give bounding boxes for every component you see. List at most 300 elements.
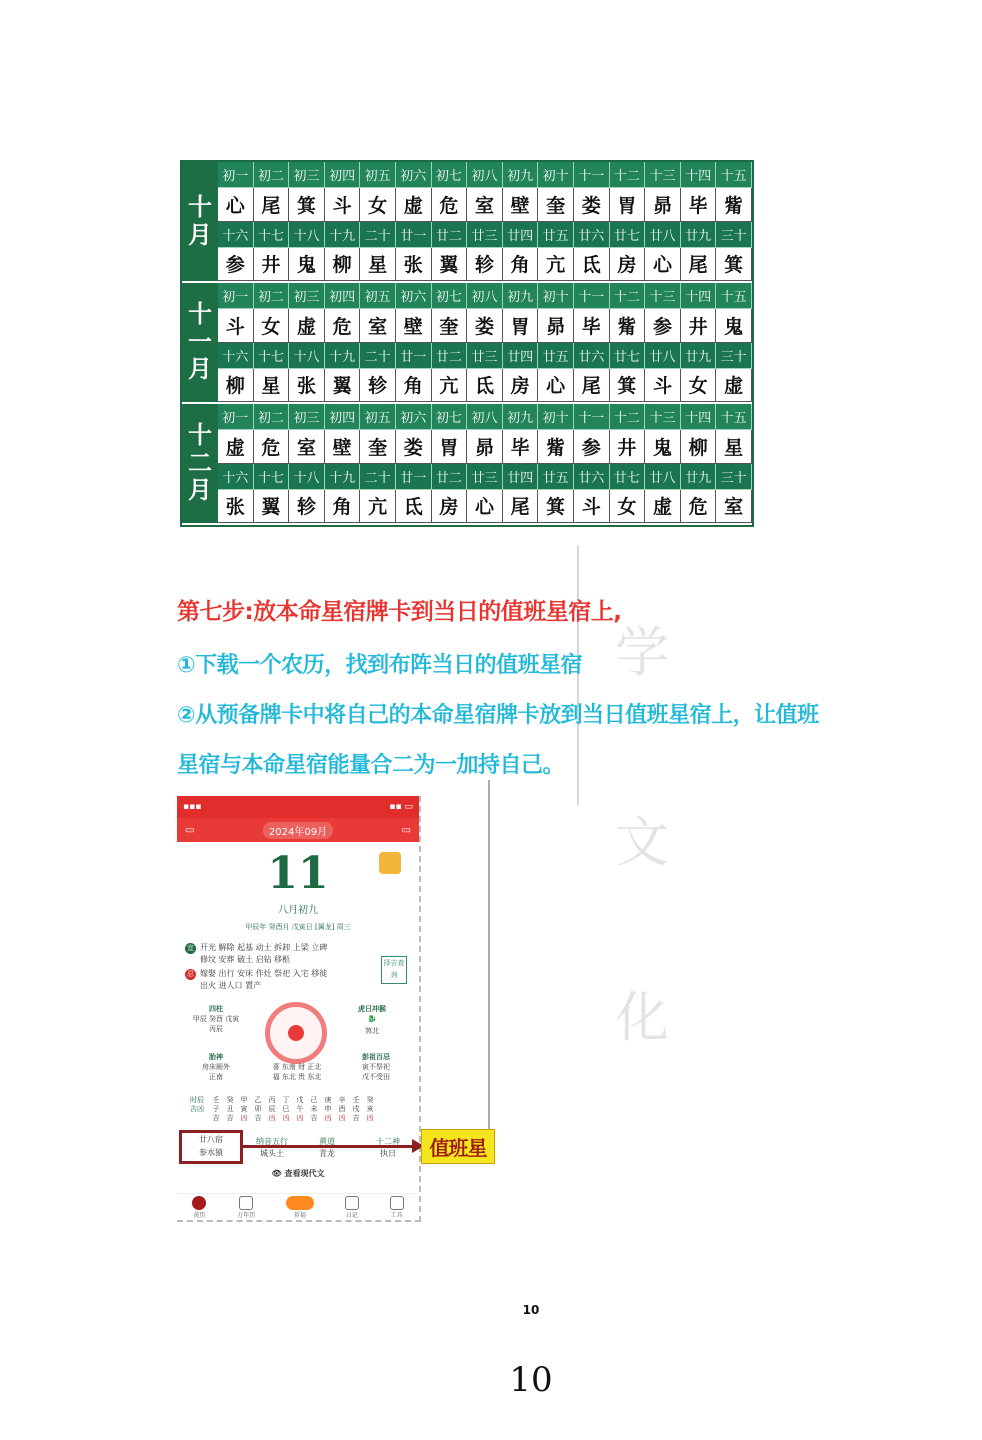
mansion-cell: 房 [610,248,646,281]
shensha-line: 房床厕外 [202,1063,230,1071]
mansion-cell: 氐 [467,369,503,402]
watermark-char: 学 [615,621,669,684]
mansion-cell: 毕 [503,430,539,463]
mansion-cell: 斗 [574,490,610,523]
app-nav-bar [177,818,419,842]
month-label-char: 十 [188,421,212,450]
day-cell: 廿八 [645,343,681,369]
mansion-cell: 星 [360,248,396,281]
day-cell: 初八 [467,404,503,430]
ji-badge: 忌 [187,970,194,978]
day-cell: 廿一 [396,222,432,248]
day-cell: 初二 [254,283,290,309]
day-cell: 廿六 [574,222,610,248]
day-number: 11 [267,848,329,899]
instruction-item-1: ①下载一个农历，找到布阵当日的值班星宿 [177,653,583,678]
day-cell: 廿六 [574,464,610,490]
day-cell: 廿五 [538,343,574,369]
month-block [218,162,752,283]
month-label-char: 一 [188,327,212,356]
mansion-cell: 女 [610,490,646,523]
calendar-icon[interactable]: ▭ [185,824,195,836]
hour-column [265,1096,279,1123]
month-label-char: 月 [188,355,212,384]
day-cell: 初五 [360,283,396,309]
hour-char: 凶 [296,1114,304,1122]
twelve-title: 十二神 [376,1137,400,1146]
hour-char: 壬 [212,1096,220,1104]
mansion-cell: 奎 [538,188,574,221]
hour-char: 亥 [366,1105,374,1113]
diary-icon [345,1196,359,1210]
day-cell: 廿八 [645,222,681,248]
hour-char: 寅 [240,1105,248,1113]
tab-label: 日记 [345,1211,358,1219]
mansion-cell: 柳 [218,369,254,402]
direction-line: 喜 东南 财 正北 [272,1063,322,1071]
mansion-cell: 女 [254,309,290,342]
watermark-char: 化 [615,986,669,1049]
mansion-cell: 胃 [432,430,468,463]
mansion-cell: 尾 [574,369,610,402]
mansion-cell: 房 [503,369,539,402]
hour-char: 凶 [240,1114,248,1122]
status-bar: ▪▪▪ ▪▪ ▭ [177,796,419,818]
mansion-cell: 箕 [538,490,574,523]
mansion-cell: 斗 [645,369,681,402]
month-label-char: 十 [188,300,212,329]
day-row [218,404,752,430]
hour-column [335,1096,349,1123]
mansion-cell: 亢 [360,490,396,523]
day-cell: 初四 [325,162,361,188]
hour-char: 吉 [212,1114,220,1122]
hour-char: 子 [212,1105,220,1113]
mansion-cell: 危 [432,188,468,221]
day-cell: 十三 [645,283,681,309]
grid-icon [390,1196,404,1210]
day-cell: 初九 [503,404,539,430]
hour-column [237,1096,251,1123]
month-label-char: 月 [188,476,212,505]
day-cell: 廿九 [681,343,717,369]
day-cell: 初七 [432,162,468,188]
mansion-row [218,188,752,221]
day-cell: 初七 [432,283,468,309]
huangdao-value: 青龙 [319,1149,335,1158]
hour-char: 丙 [268,1096,276,1104]
tab-label: 工具 [390,1211,403,1219]
mansion-cell: 虚 [289,309,325,342]
day-cell: 三十 [716,222,752,248]
month-label [182,404,218,525]
mansion-cell: 星 [716,430,752,463]
mansion-cell: 翼 [325,369,361,402]
hour-char: 未 [310,1105,318,1113]
menu-icon[interactable]: ▭ [401,824,411,836]
eye-icon: 👁 [271,1169,285,1178]
mansion-cell: 亢 [538,248,574,281]
yi-line: 开光 解除 起基 动土 拆卸 上梁 立碑 [200,943,328,952]
twelve-gods-block [363,1136,413,1160]
mansion-cell: 心 [467,490,503,523]
pengzu-title: 彭祖百忌 [362,1053,390,1061]
mansion-cell: 毕 [574,309,610,342]
day-cell: 二十 [360,222,396,248]
mansion-cell: 虚 [218,430,254,463]
hour-char: 丑 [226,1105,234,1113]
day-cell: 初五 [360,404,396,430]
day-row [218,343,752,369]
mansion-cell: 参 [645,309,681,342]
mansion-cell: 壁 [503,188,539,221]
hour-char: 凶 [366,1114,374,1122]
day-cell: 十一 [574,404,610,430]
hour-char: 戌 [352,1105,360,1113]
lunar-date: 八月初九 [278,905,318,916]
badge-icon[interactable] [379,852,401,874]
twelve-value: 执日 [380,1149,396,1158]
date-selector[interactable]: 2024年09月 [263,822,333,839]
mansion-cell: 翼 [254,490,290,523]
day-cell: 初八 [467,162,503,188]
mansion-cell: 室 [360,309,396,342]
mansion-cell: 奎 [360,430,396,463]
day-cell: 初五 [360,162,396,188]
day-cell: 初六 [396,404,432,430]
hour-char: 甲 [240,1096,248,1104]
mansion-cell: 箕 [289,188,325,221]
day-cell: 初四 [325,283,361,309]
day-cell: 二十 [360,343,396,369]
day-cell: 十三 [645,162,681,188]
mansion-cell: 尾 [503,490,539,523]
day-cell: 二十 [360,464,396,490]
mansion-cell: 昴 [467,430,503,463]
day-row [218,283,752,309]
day-cell: 初十 [538,162,574,188]
tab-almanac[interactable] [192,1196,206,1219]
day-cell: 十七 [254,464,290,490]
day-cell: 十二 [610,162,646,188]
ji-line: 嫁娶 出行 安床 作灶 祭祀 入宅 移徙 [200,969,328,978]
day-cell: 廿五 [538,222,574,248]
arrow-line [243,1145,419,1148]
mansion-cell: 角 [503,248,539,281]
day-cell: 十八 [289,222,325,248]
mansion-cell: 室 [467,188,503,221]
day-cell: 廿四 [503,464,539,490]
hour-char: 丁 [282,1096,290,1104]
mansion-cell: 斗 [218,309,254,342]
mansion-cell: 胃 [610,188,646,221]
day-cell: 初七 [432,404,468,430]
mansion-cell: 女 [681,369,717,402]
hour-char: 戊 [296,1096,304,1104]
day-cell: 廿一 [396,464,432,490]
instruction-item-2: ②从预备牌卡中将自己的本命星宿牌卡放到当日值班星宿上，让值班 [177,703,819,728]
pengzu-line: 寅不祭祀 [362,1063,390,1071]
animal-title: 虎日冲猴 [358,1005,386,1013]
hour-char: 癸 [226,1096,234,1104]
day-cell: 廿二 [432,343,468,369]
mansion-cell: 斗 [325,188,361,221]
mansion-cell: 奎 [432,309,468,342]
day-cell: 廿二 [432,222,468,248]
day-cell: 十九 [325,343,361,369]
hour-char: 酉 [338,1105,346,1113]
day-cell: 初三 [289,162,325,188]
sizhu-title: 四柱 [209,1005,223,1013]
nayin-block [247,1136,297,1160]
day-cell: 廿八 [645,464,681,490]
tab-diary[interactable] [345,1196,359,1219]
huangdao-block [307,1136,347,1160]
hour-column [251,1096,265,1123]
mansion-cell: 尾 [681,248,717,281]
mansion-cell: 尾 [254,188,290,221]
day-cell: 十八 [289,343,325,369]
mansion-cell: 角 [396,369,432,402]
day-cell: 初二 [254,404,290,430]
day-cell: 十二 [610,283,646,309]
divider-line [488,780,490,1160]
tab-label: 黄历 [193,1211,206,1219]
pengzu-block [341,1052,411,1082]
mansion-cell: 娄 [467,309,503,342]
day-cell: 十八 [289,464,325,490]
day-cell: 十四 [681,162,717,188]
day-cell: 初四 [325,404,361,430]
month-label-char: 十 [188,192,212,221]
day-cell: 初一 [218,162,254,188]
directions-block [255,1062,339,1082]
day-cell: 三十 [716,464,752,490]
month-label-char: 月 [188,220,212,249]
day-cell: 廿三 [467,222,503,248]
hour-char: 辛 [338,1096,346,1104]
watermark-char: 文 [615,811,669,874]
day-cell: 十一 [574,283,610,309]
hour-char: 壬 [352,1096,360,1104]
mansion-cell: 毕 [681,188,717,221]
mansion-cell: 翼 [432,248,468,281]
day-cell: 廿七 [610,222,646,248]
hours-label-line: 吉凶 [190,1105,204,1113]
day-cell: 十五 [716,162,752,188]
mansion-cell: 壁 [396,309,432,342]
tab-tools[interactable] [390,1196,404,1219]
shensha-line: 正南 [209,1073,223,1081]
page-number: 10 [509,1360,553,1400]
mansion-cell: 星 [254,369,290,402]
month-block [218,283,752,404]
mansion-cell: 心 [538,369,574,402]
day-cell: 十四 [681,404,717,430]
ji-section [185,968,385,992]
hour-column [293,1096,307,1123]
day-cell: 十五 [716,404,752,430]
day-cell: 廿三 [467,464,503,490]
mansion-cell: 虚 [716,369,752,402]
tab-blessing[interactable] [286,1196,314,1219]
day-cell: 初一 [218,404,254,430]
hour-column [279,1096,293,1123]
mansion-value: 参水猿 [199,1148,223,1157]
pengzu-line: 戊不受田 [362,1073,390,1081]
mansion-cell: 虚 [645,490,681,523]
mansion-cell: 参 [574,430,610,463]
lotus-icon [286,1196,314,1210]
mansion-cell: 鬼 [289,248,325,281]
hour-char: 凶 [338,1114,346,1122]
nayin-value: 城头土 [260,1149,284,1158]
mansion-cell: 觜 [716,188,752,221]
mansion-row [218,248,752,281]
direction-line: 福 东北 贵 东北 [272,1073,322,1081]
animal-sub: 煞北 [365,1027,379,1035]
day-cell: 初一 [218,283,254,309]
mansion-cell: 心 [218,188,254,221]
day-cell: 十六 [218,464,254,490]
mansion-cell: 觜 [538,430,574,463]
taiji-icon [192,1196,206,1210]
mansion-cell: 房 [432,490,468,523]
mansion-cell: 危 [254,430,290,463]
hour-char: 巳 [282,1105,290,1113]
mansion-cell: 角 [325,490,361,523]
mansion-cell: 鬼 [645,430,681,463]
mansion-cell: 女 [360,188,396,221]
tab-label: 祈福 [293,1211,306,1219]
mansion-row [218,309,752,342]
day-cell: 十九 [325,222,361,248]
day-cell: 初三 [289,283,325,309]
mansion-highlight-box [179,1130,243,1164]
mansion-cell: 箕 [610,369,646,402]
mansion-cell: 氐 [396,490,432,523]
hour-char: 庚 [324,1096,332,1104]
day-cell: 廿七 [610,343,646,369]
hour-char: 乙 [254,1096,262,1104]
day-cell: 三十 [716,343,752,369]
day-row [218,464,752,490]
tab-calendar[interactable] [237,1196,255,1219]
hour-char: 午 [296,1105,304,1113]
ganzhi-line: 甲辰年 癸酉月 戊寅日 [属龙] 周三 [245,923,351,931]
mansion-cell: 箕 [716,248,752,281]
hour-column [321,1096,335,1123]
day-cell: 十七 [254,222,290,248]
mansion-cell: 亢 [432,369,468,402]
sizhu-line: 甲辰 癸酉 戊寅 [192,1015,240,1023]
modern-text-label: 查看现代文 [284,1169,325,1178]
hour-column [307,1096,321,1123]
mansion-cell: 张 [289,369,325,402]
mansion-cell: 井 [610,430,646,463]
day-cell: 十九 [325,464,361,490]
day-cell: 廿五 [538,464,574,490]
mansion-cell: 危 [325,309,361,342]
day-row [218,162,752,188]
mansion-cell: 昴 [538,309,574,342]
hour-char: 吉 [254,1114,262,1122]
day-cell: 初六 [396,283,432,309]
mansion-cell: 觜 [610,309,646,342]
mansion-cell: 轸 [289,490,325,523]
day-cell: 十三 [645,404,681,430]
hour-char: 吉 [352,1114,360,1122]
step-title: 第七步:放本命星宿牌卡到当日的值班星宿上, [177,599,622,625]
select-auspicious-button[interactable]: 择吉查询 [381,956,407,984]
mansion-cell: 轸 [360,369,396,402]
day-cell: 廿四 [503,343,539,369]
mansion-cell: 氐 [574,248,610,281]
hour-char: 卯 [254,1105,262,1113]
hour-column [223,1096,237,1123]
day-cell: 廿三 [467,343,503,369]
day-cell: 初三 [289,404,325,430]
day-row [218,222,752,248]
day-cell: 廿四 [503,222,539,248]
mansion-cell: 心 [645,248,681,281]
mansion-cell: 室 [289,430,325,463]
hours-label [185,1096,209,1114]
day-cell: 十七 [254,343,290,369]
hour-column [349,1096,363,1123]
mansion-cell: 井 [254,248,290,281]
mansion-cell: 鬼 [716,309,752,342]
day-cell: 十四 [681,283,717,309]
day-cell: 廿七 [610,464,646,490]
mansion-cell: 虚 [396,188,432,221]
mansion-row [218,369,752,402]
mansion-cell: 危 [681,490,717,523]
hour-char: 癸 [366,1096,374,1104]
tab-label: 万年历 [237,1211,256,1219]
hour-char: 凶 [324,1114,332,1122]
hours-label-line: 时辰 [190,1096,204,1104]
page-number-small: 10 [522,1303,540,1317]
lunar-mansion-table [180,160,754,527]
hours-grid [185,1096,413,1123]
day-cell: 十二 [610,404,646,430]
mansion-title: 廿八宿 [199,1135,223,1144]
compass-wheel [265,1002,327,1064]
sizhu-line: 丙辰 [209,1025,223,1033]
mansion-row [218,430,752,463]
shensha-title: 胎神 [209,1053,223,1061]
animal-block [337,1004,407,1036]
sizhu-block [181,1004,251,1034]
day-cell: 十一 [574,162,610,188]
mansion-cell: 柳 [681,430,717,463]
huangdao-title: 黄道 [319,1137,335,1146]
day-cell: 初八 [467,283,503,309]
mansion-cell: 参 [218,248,254,281]
hour-char: 申 [324,1105,332,1113]
yi-line: 修坟 安葬 破土 启钻 移柩 [200,955,291,964]
mansion-cell: 张 [218,490,254,523]
modern-text-link[interactable] [177,1168,419,1179]
hour-char: 辰 [268,1105,276,1113]
month-label [182,283,218,404]
mansion-cell: 娄 [574,188,610,221]
duty-star-callout: 值班星 [421,1129,495,1164]
instruction-item-3: 星宿与本命星宿能量合二为一加持自己。 [177,753,565,778]
calendar-app-screenshot [177,796,421,1222]
mansion-cell: 室 [716,490,752,523]
